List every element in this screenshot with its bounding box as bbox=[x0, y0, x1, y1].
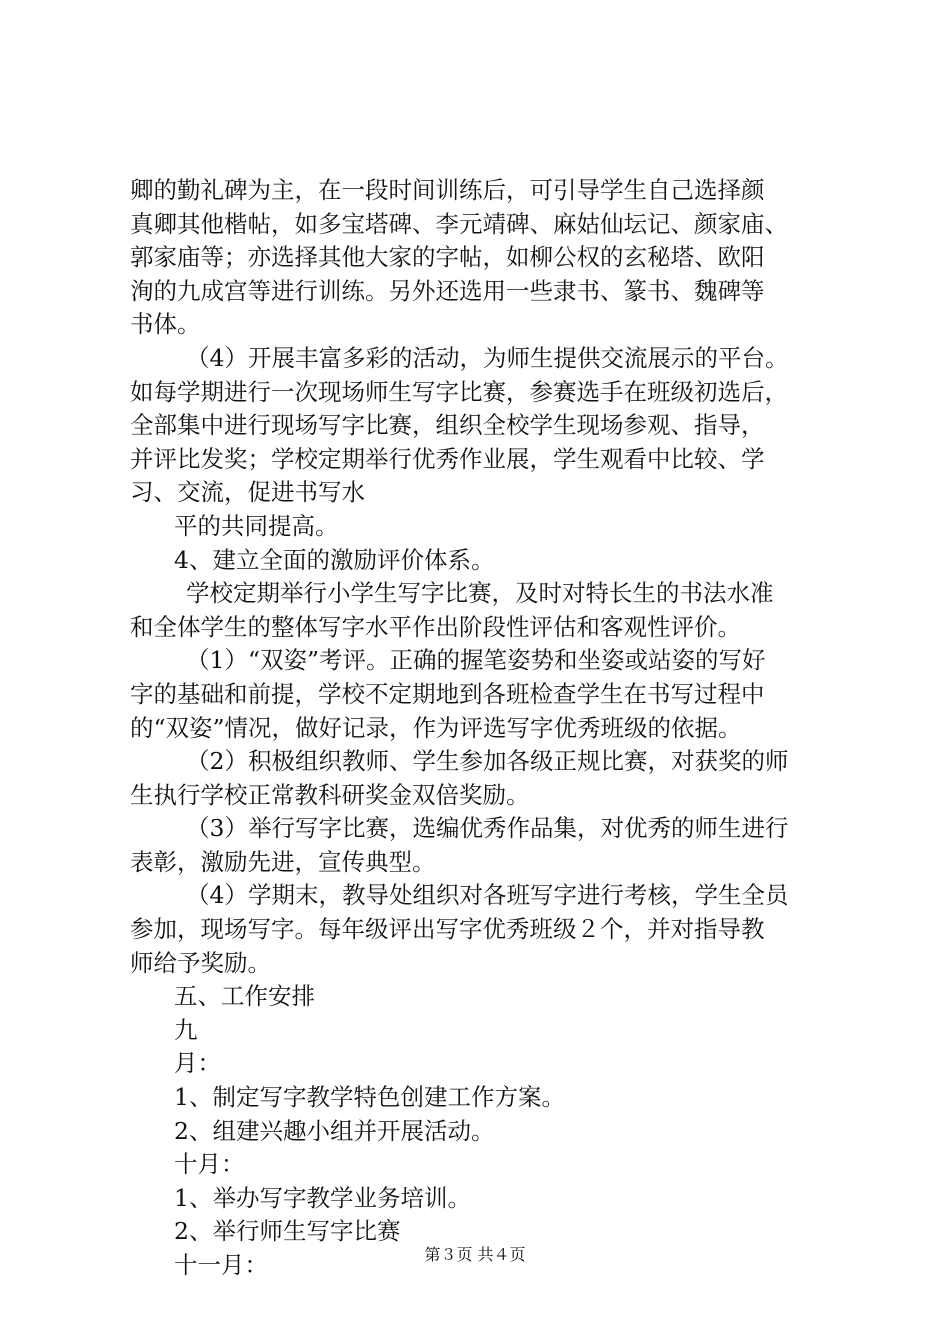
text-line: 和全体学生的整体写字水平作出阶段性评估和客观性评价。 bbox=[130, 612, 741, 641]
paragraph-start-line: （1）“双姿”考评。正确的握笔姿势和坐姿或站姿的写好 bbox=[186, 646, 766, 675]
list-item: 2、举行师生写字比赛 bbox=[174, 1217, 401, 1246]
list-item: 1、制定写字教学特色创建工作方案。 bbox=[174, 1083, 565, 1112]
text-line: 书体。 bbox=[130, 310, 201, 339]
list-item: 1、举办写字教学业务培训。 bbox=[174, 1183, 471, 1212]
text-line: 全部集中进行现场写字比赛，组织全校学生现场参观、指导， bbox=[130, 411, 765, 440]
text-line: 真卿其他楷帖，如多宝塔碑、李元靖碑、麻姑仙坛记、颜家庙、 bbox=[130, 209, 788, 238]
text-line: 生执行学校正常教科研奖金双倍奖励。 bbox=[130, 780, 530, 809]
text-line: 郭家庙等；亦选择其他大家的字帖，如柳公权的玄秘塔、欧阳 bbox=[130, 243, 765, 272]
paragraph-start-line: （3）举行写字比赛，选编优秀作品集，对优秀的师生进行 bbox=[186, 814, 789, 843]
text-line: 师给予奖励。 bbox=[130, 948, 271, 977]
paragraph-start-line: 学校定期举行小学生写字比赛，及时对特长生的书法水准 bbox=[186, 579, 774, 608]
text-line: 参加，现场写字。每年级评出写字优秀班级２个，并对指导教 bbox=[130, 915, 765, 944]
text-line: 字的基础和前提，学校不定期地到各班检查学生在书写过程中 bbox=[130, 679, 765, 708]
paragraph-start-line: （4）学期末，教导处组织对各班写字进行考核，学生全员 bbox=[186, 881, 789, 910]
page-number-footer: 第３页 共４页 bbox=[424, 1245, 526, 1264]
document-body bbox=[130, 174, 830, 1283]
paragraph-start-line: （4）开展丰富多彩的活动，为师生提供交流展示的平台。 bbox=[186, 343, 789, 372]
text-line: 平的共同提高。 bbox=[174, 511, 339, 540]
month-label: 十一月： bbox=[174, 1251, 268, 1279]
section-heading: 五、工作安排 bbox=[174, 982, 315, 1011]
month-label: 十月： bbox=[174, 1150, 245, 1179]
month-label: 月： bbox=[174, 1049, 221, 1078]
text-line: 如每学期进行一次现场师生写字比赛，参赛选手在班级初选后， bbox=[130, 377, 788, 406]
section-heading: 4、建立全面的激励评价体系。 bbox=[174, 545, 495, 574]
list-item: 2、组建兴趣小组并开展活动。 bbox=[174, 1116, 495, 1145]
text-line: 的“双姿”情况，做好记录，作为评选写字优秀班级的依据。 bbox=[130, 713, 742, 742]
text-line: 洵的九成宫等进行训练。另外还选用一些隶书、篆书、魏碑等 bbox=[130, 276, 765, 305]
text-line: 卿的勤礼碑为主，在一段时间训练后，可引导学生自己选择颜 bbox=[130, 176, 765, 204]
text-line: 习、交流，促进书写水 bbox=[130, 478, 365, 507]
text-line: 表彰，激励先进，宣传典型。 bbox=[130, 847, 436, 876]
month-label: 九 bbox=[174, 1015, 198, 1044]
paragraph-start-line: （2）积极组织教师、学生参加各级正规比赛，对获奖的师 bbox=[186, 747, 789, 776]
text-line: 并评比发奖；学校定期举行优秀作业展，学生观看中比较、学 bbox=[130, 444, 765, 473]
